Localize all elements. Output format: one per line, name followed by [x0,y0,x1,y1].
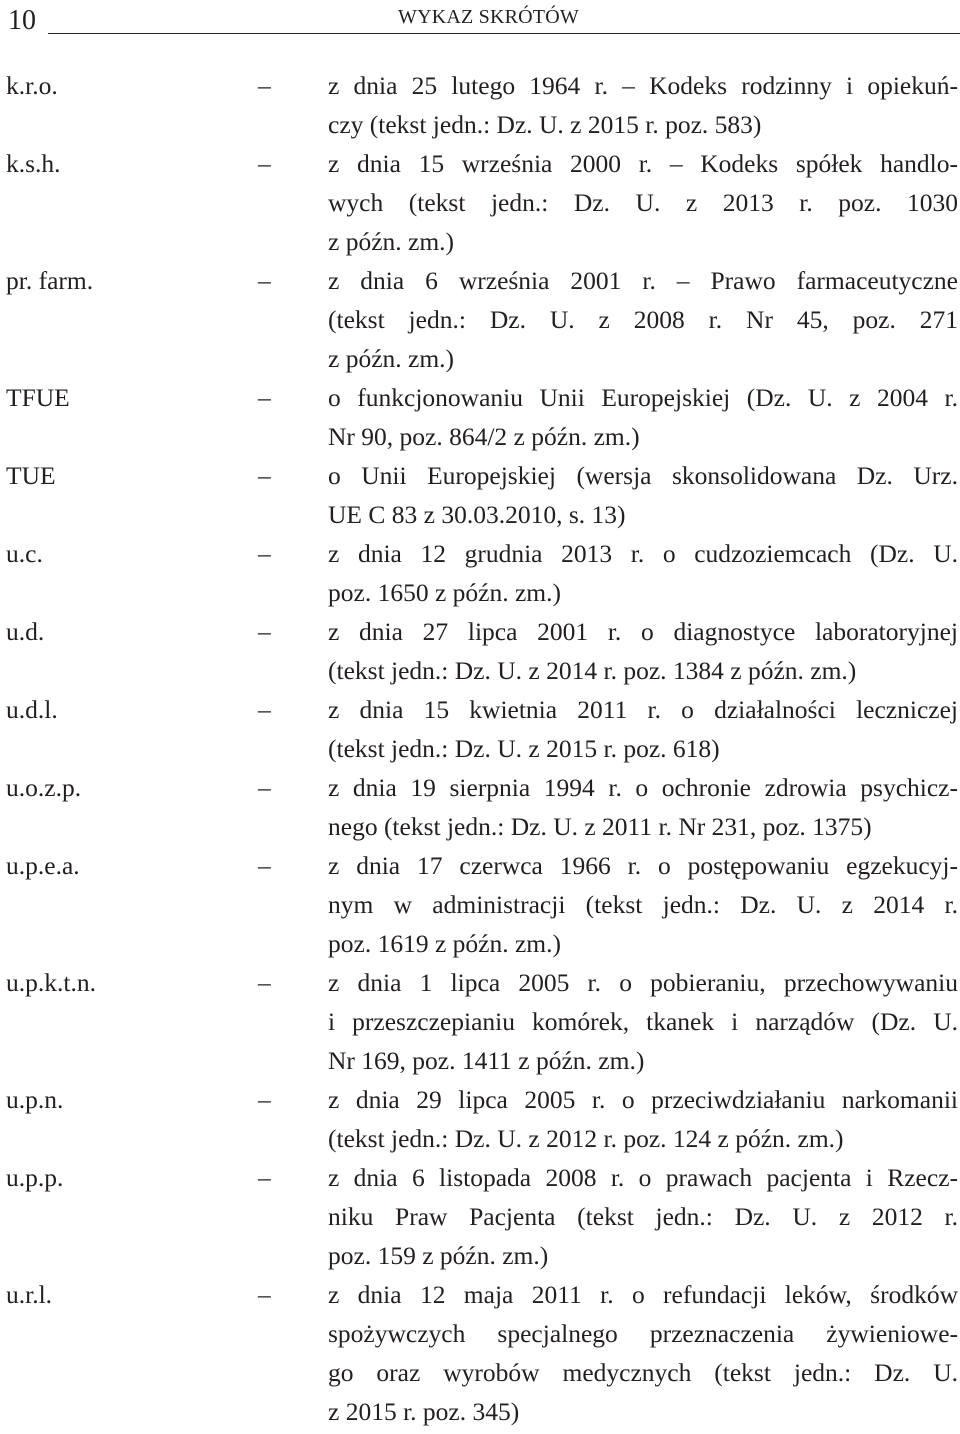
expansion-line: czy (tekst jedn.: Dz. U. z 2015 r. poz. 583) [328,110,762,139]
abbreviation-expansion [328,378,958,456]
abbreviation-entry [0,963,960,1080]
abbreviation-expansion [328,846,958,963]
expansion-line: z dnia 19 sierpnia 1994 r. o ochronie zdrowia psychicz- [328,773,958,802]
abbreviation-entry [0,690,960,768]
abbreviation-entry [0,1275,960,1431]
abbreviation-entry [0,144,960,261]
abbreviation-term: u.r.l. [6,1280,53,1309]
abbreviation-term: u.o.z.p. [6,773,82,802]
abbreviation-expansion [328,1275,958,1431]
abbreviation-entry [0,1080,960,1158]
expansion-line: z dnia 12 maja 2011 r. o refundacji leków, środków [328,1280,958,1309]
abbreviation-expansion [328,612,958,690]
expansion-line: o Unii Europejskiej (wersja skonsolidowana Dz. Urz. [328,461,958,490]
expansion-line: o funkcjonowaniu Unii Europejskiej (Dz. U. z 2004 r. [328,383,958,412]
abbreviation-term: u.p.n. [6,1085,64,1114]
expansion-line: (tekst jedn.: Dz. U. z 2015 r. poz. 618) [328,734,720,763]
abbreviation-expansion [328,1158,958,1275]
abbreviation-term: u.d. [6,617,45,646]
abbreviation-entry [0,1158,960,1275]
expansion-line: z 2015 r. poz. 345) [328,1397,520,1426]
abbreviation-expansion [328,1080,958,1158]
abbreviation-term: TUE [6,461,56,490]
abbreviation-expansion [328,963,958,1080]
expansion-line: z dnia 15 września 2000 r. – Kodeks spółek handlo- [328,149,958,178]
expansion-line: Nr 169, poz. 1411 z późn. zm.) [328,1046,645,1075]
abbreviation-expansion [328,66,958,144]
abbreviation-term: u.c. [6,539,43,568]
abbreviation-entry [0,456,960,534]
expansion-line: (tekst jedn.: Dz. U. z 2012 r. poz. 124 z późn. zm.) [328,1124,844,1153]
abbreviation-expansion [328,768,958,846]
expansion-line: Nr 90, poz. 864/2 z późn. zm.) [328,422,640,451]
running-header [0,0,960,44]
entry-dash: – [258,695,271,724]
expansion-line: poz. 1650 z późn. zm.) [328,578,561,607]
entry-dash: – [258,149,271,178]
entry-dash: – [258,461,271,490]
expansion-line: niku Praw Pacjenta (tekst jedn.: Dz. U. z 2012 r. [328,1202,958,1231]
entry-dash: – [258,383,271,412]
expansion-line: i przeszczepianiu komórek, tkanek i narządów (Dz. U. [328,1007,958,1036]
abbreviation-term: k.r.o. [6,71,58,100]
expansion-line: z dnia 1 lipca 2005 r. o pobieraniu, przechowywaniu [328,968,958,997]
abbreviation-entry [0,66,960,144]
expansion-line: poz. 159 z późn. zm.) [328,1241,549,1270]
abbreviation-term: u.p.k.t.n. [6,968,96,997]
page-number: 10 [8,5,36,36]
expansion-line: z późn. zm.) [328,344,455,373]
abbreviation-entry [0,846,960,963]
entry-dash: – [258,1280,271,1309]
abbreviation-entry [0,768,960,846]
entry-dash: – [258,851,271,880]
header-rule [48,33,960,34]
expansion-line: (tekst jedn.: Dz. U. z 2008 r. Nr 45, poz. 271 [328,305,958,334]
entry-dash: – [258,773,271,802]
entry-dash: – [258,266,271,295]
entry-dash: – [258,71,271,100]
expansion-line: z dnia 17 czerwca 1966 r. o postępowaniu egzekucyj- [328,851,958,880]
abbreviation-expansion [328,261,958,378]
expansion-line: nym w administracji (tekst jedn.: Dz. U. z 2014 r. [328,890,958,919]
abbreviation-term: TFUE [6,383,70,412]
expansion-line: z dnia 12 grudnia 2013 r. o cudzoziemcach (Dz. U. [328,539,958,568]
running-title: WYKAZ SKRÓTÓW [398,6,579,28]
expansion-line: z dnia 27 lipca 2001 r. o diagnostyce laboratoryjnej [328,617,958,646]
abbreviation-entry [0,612,960,690]
expansion-line: go oraz wyrobów medycznych (tekst jedn.: Dz. U. [328,1358,958,1387]
expansion-line: wych (tekst jedn.: Dz. U. z 2013 r. poz. 1030 [328,188,958,217]
entry-dash: – [258,1085,271,1114]
abbreviation-list [0,66,960,1431]
entry-dash: – [258,1163,271,1192]
expansion-line: z dnia 25 lutego 1964 r. – Kodeks rodzinny i opiekuń- [328,71,958,100]
abbreviation-entry [0,378,960,456]
expansion-line: z dnia 6 września 2001 r. – Prawo farmaceutyczne [328,266,958,295]
expansion-line: z dnia 15 kwietnia 2011 r. o działalności leczniczej [328,695,958,724]
abbreviation-term: k.s.h. [6,149,61,178]
expansion-line: poz. 1619 z późn. zm.) [328,929,561,958]
entry-dash: – [258,539,271,568]
abbreviation-term: u.p.p. [6,1163,64,1192]
abbreviation-term: u.d.l. [6,695,58,724]
abbreviation-entry [0,261,960,378]
abbreviation-expansion [328,456,958,534]
expansion-line: z dnia 6 listopada 2008 r. o prawach pacjenta i Rzecz- [328,1163,958,1192]
expansion-line: spożywczych specjalnego przeznaczenia żywieniowe- [328,1319,958,1348]
expansion-line: z dnia 29 lipca 2005 r. o przeciwdziałaniu narkomanii [328,1085,958,1114]
expansion-line: (tekst jedn.: Dz. U. z 2014 r. poz. 1384 z późn. zm.) [328,656,857,685]
abbreviation-entry [0,534,960,612]
expansion-line: z późn. zm.) [328,227,455,256]
abbreviation-expansion [328,690,958,768]
expansion-line: UE C 83 z 30.03.2010, s. 13) [328,500,626,529]
abbreviation-expansion [328,144,958,261]
abbreviation-term: u.p.e.a. [6,851,80,880]
abbreviation-expansion [328,534,958,612]
expansion-line: nego (tekst jedn.: Dz. U. z 2011 r. Nr 231, poz. 1375) [328,812,872,841]
abbreviation-term: pr. farm. [6,266,94,295]
entry-dash: – [258,968,271,997]
entry-dash: – [258,617,271,646]
